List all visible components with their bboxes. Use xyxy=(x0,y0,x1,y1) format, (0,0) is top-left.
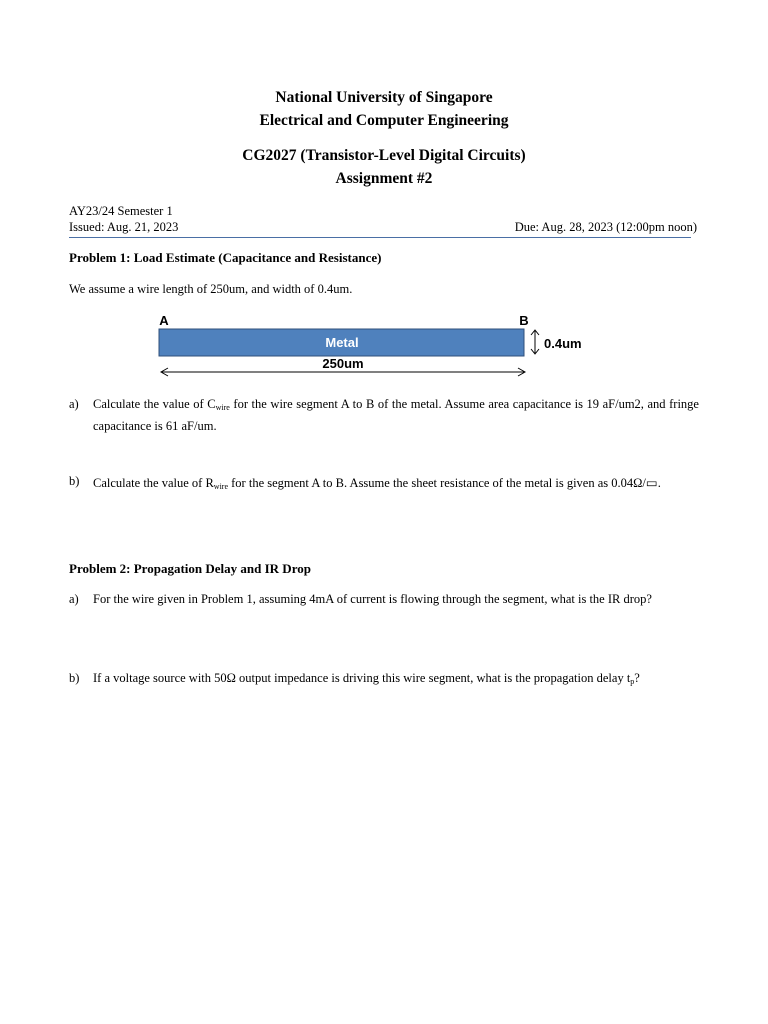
problem-2b xyxy=(69,669,699,691)
length-label: 250um xyxy=(322,356,364,371)
issued-date: Issued: Aug. 21, 2023 xyxy=(69,220,179,234)
label-b: B xyxy=(519,313,529,328)
item-label: b) xyxy=(69,671,80,685)
width-arrow-icon xyxy=(531,330,539,354)
problem-1a xyxy=(69,395,699,436)
assignment-title: Assignment #2 xyxy=(335,170,433,187)
due-date: Due: Aug. 28, 2023 (12:00pm noon) xyxy=(514,220,697,234)
course-title: CG2027 (Transistor-Level Digital Circuits) xyxy=(242,147,526,164)
label-a: A xyxy=(159,313,169,328)
semester-label: AY23/24 Semester 1 xyxy=(69,204,173,218)
problem-2a xyxy=(69,590,699,609)
problem-2-heading: Problem 2: Propagation Delay and IR Drop xyxy=(69,561,311,576)
item-label: a) xyxy=(69,592,79,606)
problem-1a-text: Calculate the value of $C_{wire}$ for the wire segment A to B of the metal. Assume area capacitance is 19 aF/um2, and fringe capacitance is 61 aF/um. xyxy=(93,397,699,433)
problem-1b xyxy=(69,472,699,498)
problem-1b-text: Calculate the value of $R_{wire}$ for the segment A to B. Assume the sheet resistance of the metal is given as 0.04Ω/▭. xyxy=(93,476,661,491)
width-label: 0.4um xyxy=(544,336,582,351)
square-icon: ▭ xyxy=(645,476,658,490)
item-label: a) xyxy=(69,397,79,411)
header-divider xyxy=(69,237,691,238)
wire-diagram xyxy=(140,308,600,380)
problem-1-heading: Problem 1: Load Estimate (Capacitance and Resistance) xyxy=(69,250,382,265)
problem-2b-text: If a voltage source with 50Ω output impedance is driving this wire segment, what is the propagation delay $t_p$? xyxy=(93,671,640,686)
problem-2a-text: For the wire given in Problem 1, assuming 4mA of current is flowing through the segment, what is the IR drop? xyxy=(93,592,652,606)
metal-label: Metal xyxy=(325,335,359,350)
department-name: Electrical and Computer Engineering xyxy=(259,112,509,129)
problem-1-intro: We assume a wire length of 250um, and width of 0.4um. xyxy=(69,282,353,296)
item-label: b) xyxy=(69,474,80,488)
university-name: National University of Singapore xyxy=(275,89,493,106)
